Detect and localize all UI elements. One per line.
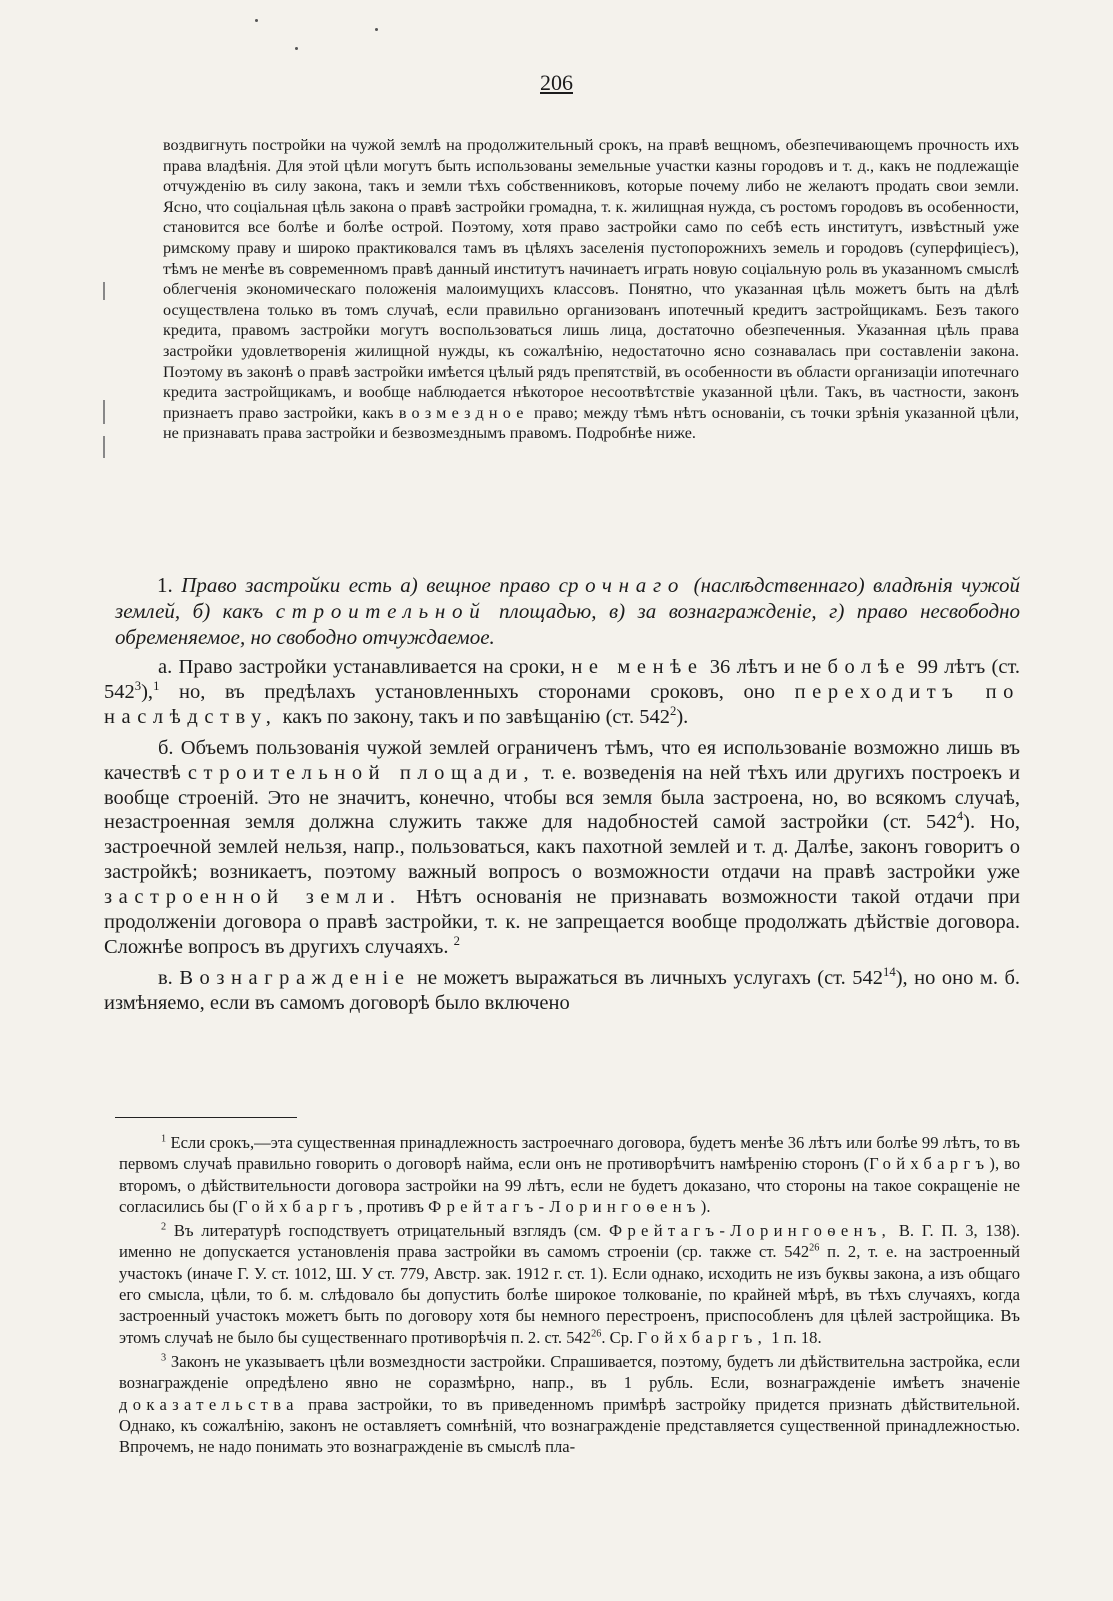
para-c-text-1: не можетъ выражаться въ личныхъ услугахъ (ст. 542 bbox=[417, 966, 883, 989]
scan-speck bbox=[295, 47, 298, 50]
thesis-statement bbox=[115, 572, 1020, 650]
footnote-number: 2 bbox=[161, 1221, 167, 1233]
thesis-emphasis-b: строительной bbox=[275, 599, 487, 623]
para-b-lead: б. Объемъ пользованія чужой землей ограниченъ тѣмъ, что ея использованіе возможно лишь въ качествѣ bbox=[104, 736, 1020, 784]
para-c-lead: в. bbox=[158, 966, 173, 989]
para-c-emphasis-1: Вознагражденіе bbox=[179, 966, 411, 989]
footnote-2 bbox=[119, 1220, 1020, 1348]
article-superscript: 2 bbox=[669, 703, 677, 718]
thesis-number: 1. bbox=[157, 573, 173, 597]
para-a-text-2: 99 лѣтъ (ст. 542 bbox=[104, 656, 1021, 703]
article-superscript: 4 bbox=[956, 809, 964, 824]
footnote-number: 1 bbox=[161, 1133, 167, 1145]
article-superscript: 3 bbox=[134, 679, 142, 694]
footnote-3 bbox=[119, 1351, 1020, 1457]
margin-scan-mark bbox=[103, 400, 105, 424]
footnote-text: 1 п. 18. bbox=[771, 1327, 822, 1347]
footnote-text: В. Г. П. 3, 138). именно не допускается установленія права застройки въ самомъ строеніи (ср. также ст. 542 bbox=[119, 1221, 1020, 1262]
scan-speck bbox=[375, 28, 378, 31]
paragraph-c bbox=[104, 966, 1020, 1016]
footnote-text: . Ср. bbox=[601, 1327, 634, 1347]
para-c-tail: ), но оно м. б. измѣняемо, если въ самомъ договорѣ было включено bbox=[104, 966, 1021, 1014]
intro-text bbox=[163, 135, 1019, 444]
intro-emphasis: возмездное bbox=[398, 403, 529, 422]
article-superscript: 26 bbox=[591, 1328, 602, 1340]
para-a-tail: ). bbox=[676, 705, 689, 728]
para-a-lead: а. Право застройки устанавливается на сроки, bbox=[158, 656, 566, 678]
scan-speck bbox=[255, 19, 258, 22]
margin-scan-mark bbox=[103, 282, 105, 300]
paragraph-a bbox=[104, 655, 1020, 730]
article-superscript: 26 bbox=[809, 1242, 820, 1254]
footnote-text: п. 2, т. е. на застроенный участокъ (иначе Г. У. ст. 1012, Ш. У ст. 779, Австр. зак. 1912 г. ст. 1). Если однако, исходить не изъ буквы закона, а изъ общаго его смысла, цѣли, то б. м. слѣдовало бы допустить болѣе широкое толкованіе, по крайней мѣрѣ, въ тѣхъ случаяхъ, когда застроенный участокъ можетъ быть по договору хотя бы немного перестроенъ, приспособленъ для цѣлей застройщика. Въ этомъ случаѣ не было бы существеннаго противорѣчія п. 2. ст. 542 bbox=[119, 1242, 1020, 1347]
thesis-emphasis-a: рочнаго bbox=[567, 573, 686, 597]
para-a-text-5: какъ по закону, такъ и по завѣщанію (ст. 542 bbox=[282, 705, 670, 728]
page-number: 206 bbox=[540, 70, 573, 95]
para-a-text-1: 36 лѣтъ и не bbox=[709, 656, 822, 678]
footnote-author: Фрейтагъ-Лорингоѳенъ bbox=[428, 1196, 701, 1216]
footnote-author: Гойхбаргъ, bbox=[637, 1327, 768, 1347]
para-b-tail: Нѣтъ основанія не признавать возможности такой отдачи при продолженіи договора о правѣ застройки, т. к. не запрещается вообще продолжать дѣйствіе договора. Сложнѣе вопросъ въ другихъ случаяхъ. bbox=[104, 886, 1021, 958]
para-b-text-1: т. е. возведенія на ней тѣхъ или другихъ построекъ и вообще строеній. Это не значитъ, конечно, чтобы вся земля была застроена, но, во всякомъ случаѣ, незастроенная земля должна служить также для надобностей самой застройки (ст. 542 bbox=[104, 761, 1021, 834]
margin-scan-mark bbox=[103, 436, 105, 458]
footnote-author: Гойхбаргъ bbox=[869, 1154, 990, 1174]
para-a-emphasis-2: болѣе bbox=[827, 656, 912, 678]
footnote-text: Если срокъ,—эта существенная принадлежность застроечнаго договора, будетъ менѣе 36 лѣтъ или болѣе 99 лѣтъ, то въ первомъ случаѣ правильно говорить о договорѣ найма, если онъ не противорѣчитъ намѣренію сторонъ ( bbox=[119, 1133, 1020, 1174]
thesis-text-a: Право застройки есть а) вещное право с bbox=[181, 573, 568, 597]
footnote-emphasis: доказательства bbox=[119, 1394, 299, 1414]
intro-text-main: воздвигнуть постройки на чужой землѣ на продолжительный срокъ, на правѣ вещномъ, обезпечивающемъ прочность ихъ права владѣнія. Для этой цѣли могутъ быть использованы земельные участки казны городовъ и т. д., какъ не подлежащіе отчужденію въ силу закона, такъ и земли тѣхъ собственниковъ, которые почему либо не желаютъ продать свои земли. Ясно, что соціальная цѣль закона о правѣ застройки громадна, т. к. жилищная нужда, съ ростомъ городовъ въ особенности, становится все болѣе и болѣе острой. Поэтому, хотя право застройки само по себѣ есть институтъ, извѣстный уже римскому праву и широко практиковался тамъ въ цѣляхъ заселенія пустопорожнихъ земель и городовъ (суперфиціесъ), тѣмъ не менѣе въ современномъ правѣ данный институтъ начинаетъ играть новую соціальную роль въ указанномъ смыслѣ облегченія экономическаго положенія малоимущихъ классовъ. Понятно, что указанная цѣль можетъ быть на дѣлѣ осуществлена только въ томъ случаѣ, если правильно организованъ ипотечный кредитъ застройщикамъ. Безъ такого кредита, правомъ застройки могутъ воспользоваться лишь лица, достаточно обезпеченныя. Указанная цѣль права застройки удовлетворенія жилищной нужды, къ сожалѣнію, недостаточно ясно сознавалась при составленіи закона. Поэтому въ законѣ о правѣ застройки имѣется цѣлый рядъ препятствій, въ особенности въ области организаціи ипотечнаго кредита застройщикамъ, и вообще наблюдается нѣкоторое несоотвѣтствіе указанной цѣли. Такъ, въ частности, законъ признаетъ право застройки, какъ bbox=[163, 136, 1019, 422]
paragraph-b bbox=[104, 736, 1020, 960]
thesis-text-c: площадью, в) за вознагражденіе, г) право несвободно обременяемое, но свободно отчуждаемое. bbox=[115, 599, 1021, 649]
para-b-text-2: ). Но, застроечной землей нельзя, напр., пользоваться, какъ пахотной землей и т. д. Далѣе, законъ говоритъ о застройкѣ; возникаетъ, поэтому важный вопросъ о возможности отдачи на правѣ застройки уже bbox=[104, 811, 1020, 884]
footnote-ref-2[interactable]: 2 bbox=[453, 934, 460, 949]
footnote-1 bbox=[119, 1132, 1020, 1217]
footnote-text: , противъ bbox=[358, 1196, 424, 1216]
intro-paragraph bbox=[163, 135, 1019, 444]
footnote-text: Въ литературѣ господствуетъ отрицательный взглядъ (см. bbox=[173, 1221, 602, 1241]
footnote-text: Законъ не указываетъ цѣли возмездности застройки. Спрашивается, поэтому, будетъ ли дѣйствительна застройка, если вознагражденіе опредѣлено явно не соразмѣрно, напр., въ 1 рубль. Если, вознагражденіе имѣетъ значеніе bbox=[119, 1351, 1020, 1393]
footnote-author: Фрейтагъ-Лорингоѳенъ, bbox=[609, 1221, 892, 1241]
footnote-author: Гойхбаргъ bbox=[238, 1196, 359, 1216]
thesis-paragraph bbox=[115, 572, 1020, 650]
para-a-text-4: но, въ предѣлахъ установленныхъ сторонами сроковъ, оно bbox=[179, 680, 775, 703]
footnote-text: права застройки, то въ приведенномъ примѣрѣ застройку придется признать дѣйствительной. Однако, къ сожалѣнію, законъ не оставляетъ сомнѣній, что вознагражденіе представляется существенной принадлежностью. Впрочемъ, не надо понимать это вознагражденіе въ смыслѣ пла- bbox=[119, 1394, 1020, 1457]
footnote-number: 3 bbox=[161, 1352, 167, 1364]
para-a-text-3: ), bbox=[141, 680, 154, 703]
main-paragraphs bbox=[104, 655, 1020, 1022]
para-a-emphasis-3: переходитъ по наслѣдству, bbox=[104, 680, 1020, 728]
article-superscript: 14 bbox=[882, 965, 896, 980]
footnote-divider bbox=[115, 1117, 297, 1118]
thesis-text-b: (наслѣдственнаго) владѣнія чужой землей, б) какъ bbox=[115, 573, 1021, 623]
para-b-emphasis-1: строительной площади, bbox=[187, 761, 536, 784]
para-a-emphasis-1: не менѣе bbox=[571, 656, 704, 678]
footnote-text: ), во второмъ, о дѣйствительности договора застройки на 99 лѣтъ, если не будетъ доказано, что стороны на такое сокращеніе не согласились бы ( bbox=[119, 1154, 1020, 1216]
footnote-ref-1[interactable]: 1 bbox=[153, 679, 160, 694]
footnotes bbox=[119, 1132, 1020, 1460]
para-b-emphasis-2: застроенной земли. bbox=[104, 886, 402, 909]
intro-text-tail: право; между тѣмъ нѣтъ основаніи, съ точки зрѣнія указанной цѣли, не признавать права застройки и безвозмезднымъ правомъ. Подробнѣе ниже. bbox=[163, 403, 1020, 443]
footnote-text: ). bbox=[700, 1196, 711, 1216]
